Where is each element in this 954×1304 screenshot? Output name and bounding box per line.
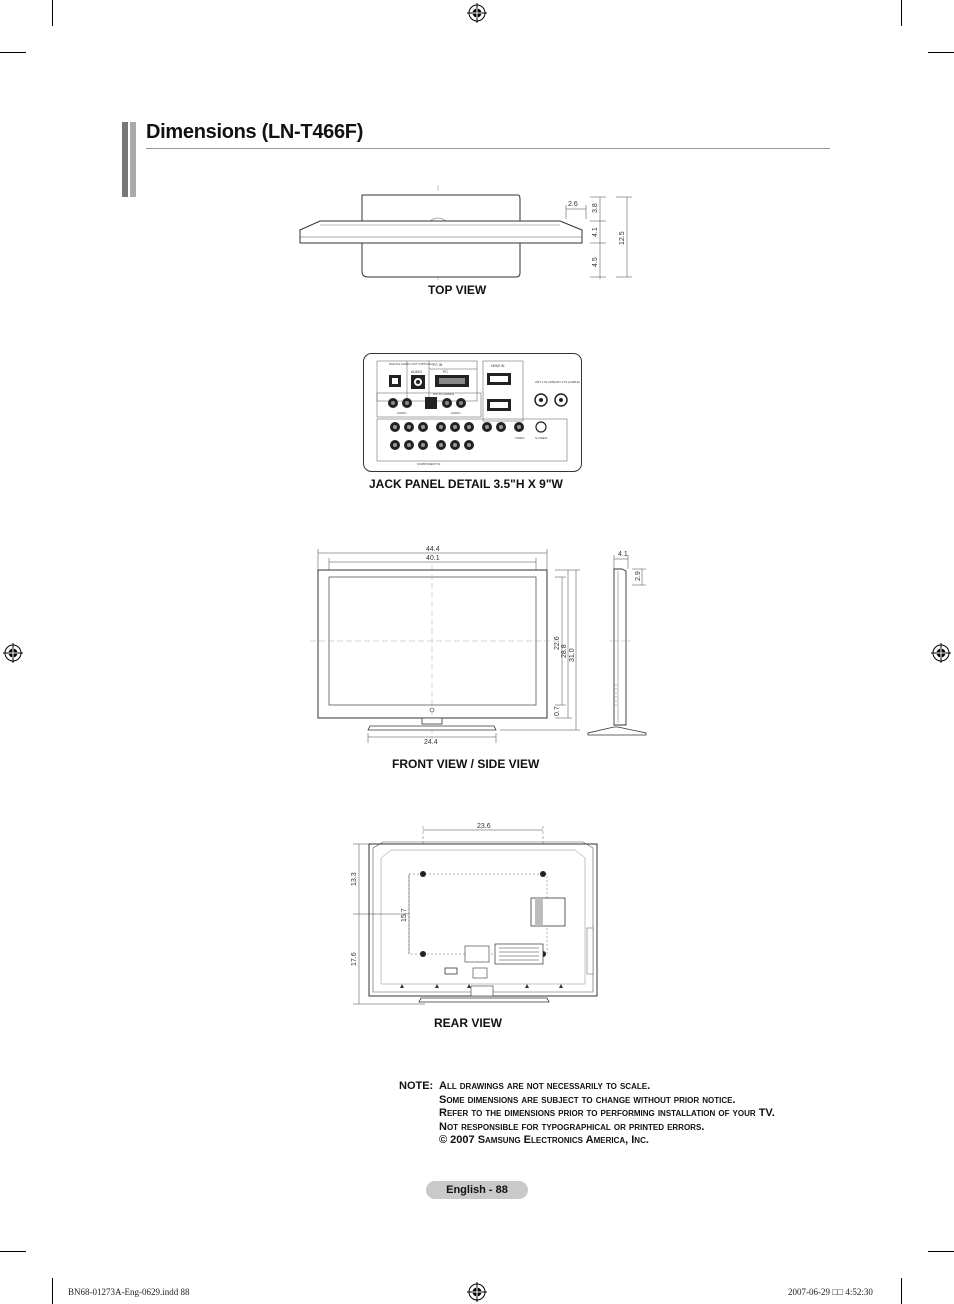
jack-label: AUDIO	[397, 411, 407, 415]
jack-panel-drawing	[363, 353, 583, 473]
jack-label: VIDEO	[515, 436, 525, 440]
page-number-badge: English - 88	[426, 1181, 528, 1199]
jack-label: HDMI IN	[491, 364, 505, 368]
dim-label: 2.9	[635, 571, 642, 581]
front-view-drawing	[300, 540, 590, 750]
dim-label: 40.1	[426, 555, 440, 562]
dim-label: 23.6	[477, 823, 491, 830]
dim-label: 4.1	[592, 227, 599, 237]
crop-mark	[928, 52, 954, 53]
dim-label: 3.8	[592, 203, 599, 213]
dim-label: 0.7	[554, 706, 561, 716]
rear-view-caption: REAR VIEW	[434, 1016, 503, 1030]
jack-label: AUDIO	[411, 370, 423, 374]
note-label: NOTE:	[399, 1080, 434, 1092]
registration-mark-icon	[931, 643, 951, 663]
note-line: © 2007 Samsung Electronics America, Inc.	[439, 1134, 649, 1146]
registration-mark-icon	[3, 643, 23, 663]
dim-label: 17.6	[351, 952, 358, 966]
rear-view-drawing	[345, 818, 605, 1008]
crop-mark	[52, 1278, 53, 1304]
dim-label: 4.1	[618, 551, 628, 558]
title-accent-bar	[130, 122, 136, 197]
dim-label: 31.0	[569, 648, 576, 662]
registration-mark-icon	[467, 3, 487, 23]
note-line: Some dimensions are subject to change without prior notice.	[439, 1093, 736, 1106]
side-view-drawing	[584, 545, 664, 740]
top-view-caption: TOP VIEW	[428, 283, 487, 297]
jack-label: PC IN	[433, 363, 443, 367]
dim-label: 12.5	[619, 231, 626, 245]
crop-mark	[901, 1278, 902, 1304]
dim-label: 24.4	[424, 739, 438, 746]
crop-mark	[0, 1251, 26, 1252]
dim-label: 4.5	[592, 257, 599, 267]
note-line: Refer to the dimensions prior to performing installation of your TV.	[439, 1107, 775, 1119]
jack-label: PC	[443, 370, 448, 374]
registration-mark-icon	[467, 1282, 487, 1302]
jack-label: ANT 1 IN (AIR)	[535, 380, 556, 384]
jack-label: ANT 2 IN (CABLE)	[555, 380, 580, 384]
dim-label: 44.4	[426, 546, 440, 553]
top-view-drawing	[290, 185, 640, 280]
footer-timestamp: 2007-06-29 □□ 4:52:30	[788, 1287, 873, 1297]
crop-mark	[52, 0, 53, 26]
crop-mark	[0, 52, 26, 53]
jack-label: S-VIDEO	[535, 436, 548, 440]
dim-label: 28.8	[561, 644, 568, 658]
dim-label: 22.6	[554, 636, 561, 650]
jack-label: DIGITAL AUDIO OUT (OPTICAL)	[389, 362, 434, 366]
crop-mark	[928, 1251, 954, 1252]
dim-label: 2.6	[568, 201, 578, 208]
title-accent-bar	[122, 122, 128, 197]
jack-label: COMPONENT IN	[417, 462, 441, 466]
jack-panel-caption: JACK PANEL DETAIL 3.5"H X 9"W	[369, 477, 563, 491]
crop-mark	[901, 0, 902, 26]
note-line: All drawings are not necessarily to scale.	[439, 1080, 651, 1092]
jack-label: AUDIO	[451, 411, 461, 415]
jack-label: DVI IN (HDMI1)	[433, 392, 454, 396]
front-side-view-caption: FRONT VIEW / SIDE VIEW	[392, 757, 540, 771]
dim-label: 13.3	[351, 872, 358, 886]
note-line: Not responsible for typographical or printed errors.	[439, 1120, 705, 1133]
title-rule	[146, 148, 830, 149]
footer-filename: BN68-01273A-Eng-0629.indd 88	[68, 1287, 190, 1297]
page-title: Dimensions (LN-T466F)	[146, 121, 364, 143]
dim-label: 15.7	[401, 908, 408, 922]
